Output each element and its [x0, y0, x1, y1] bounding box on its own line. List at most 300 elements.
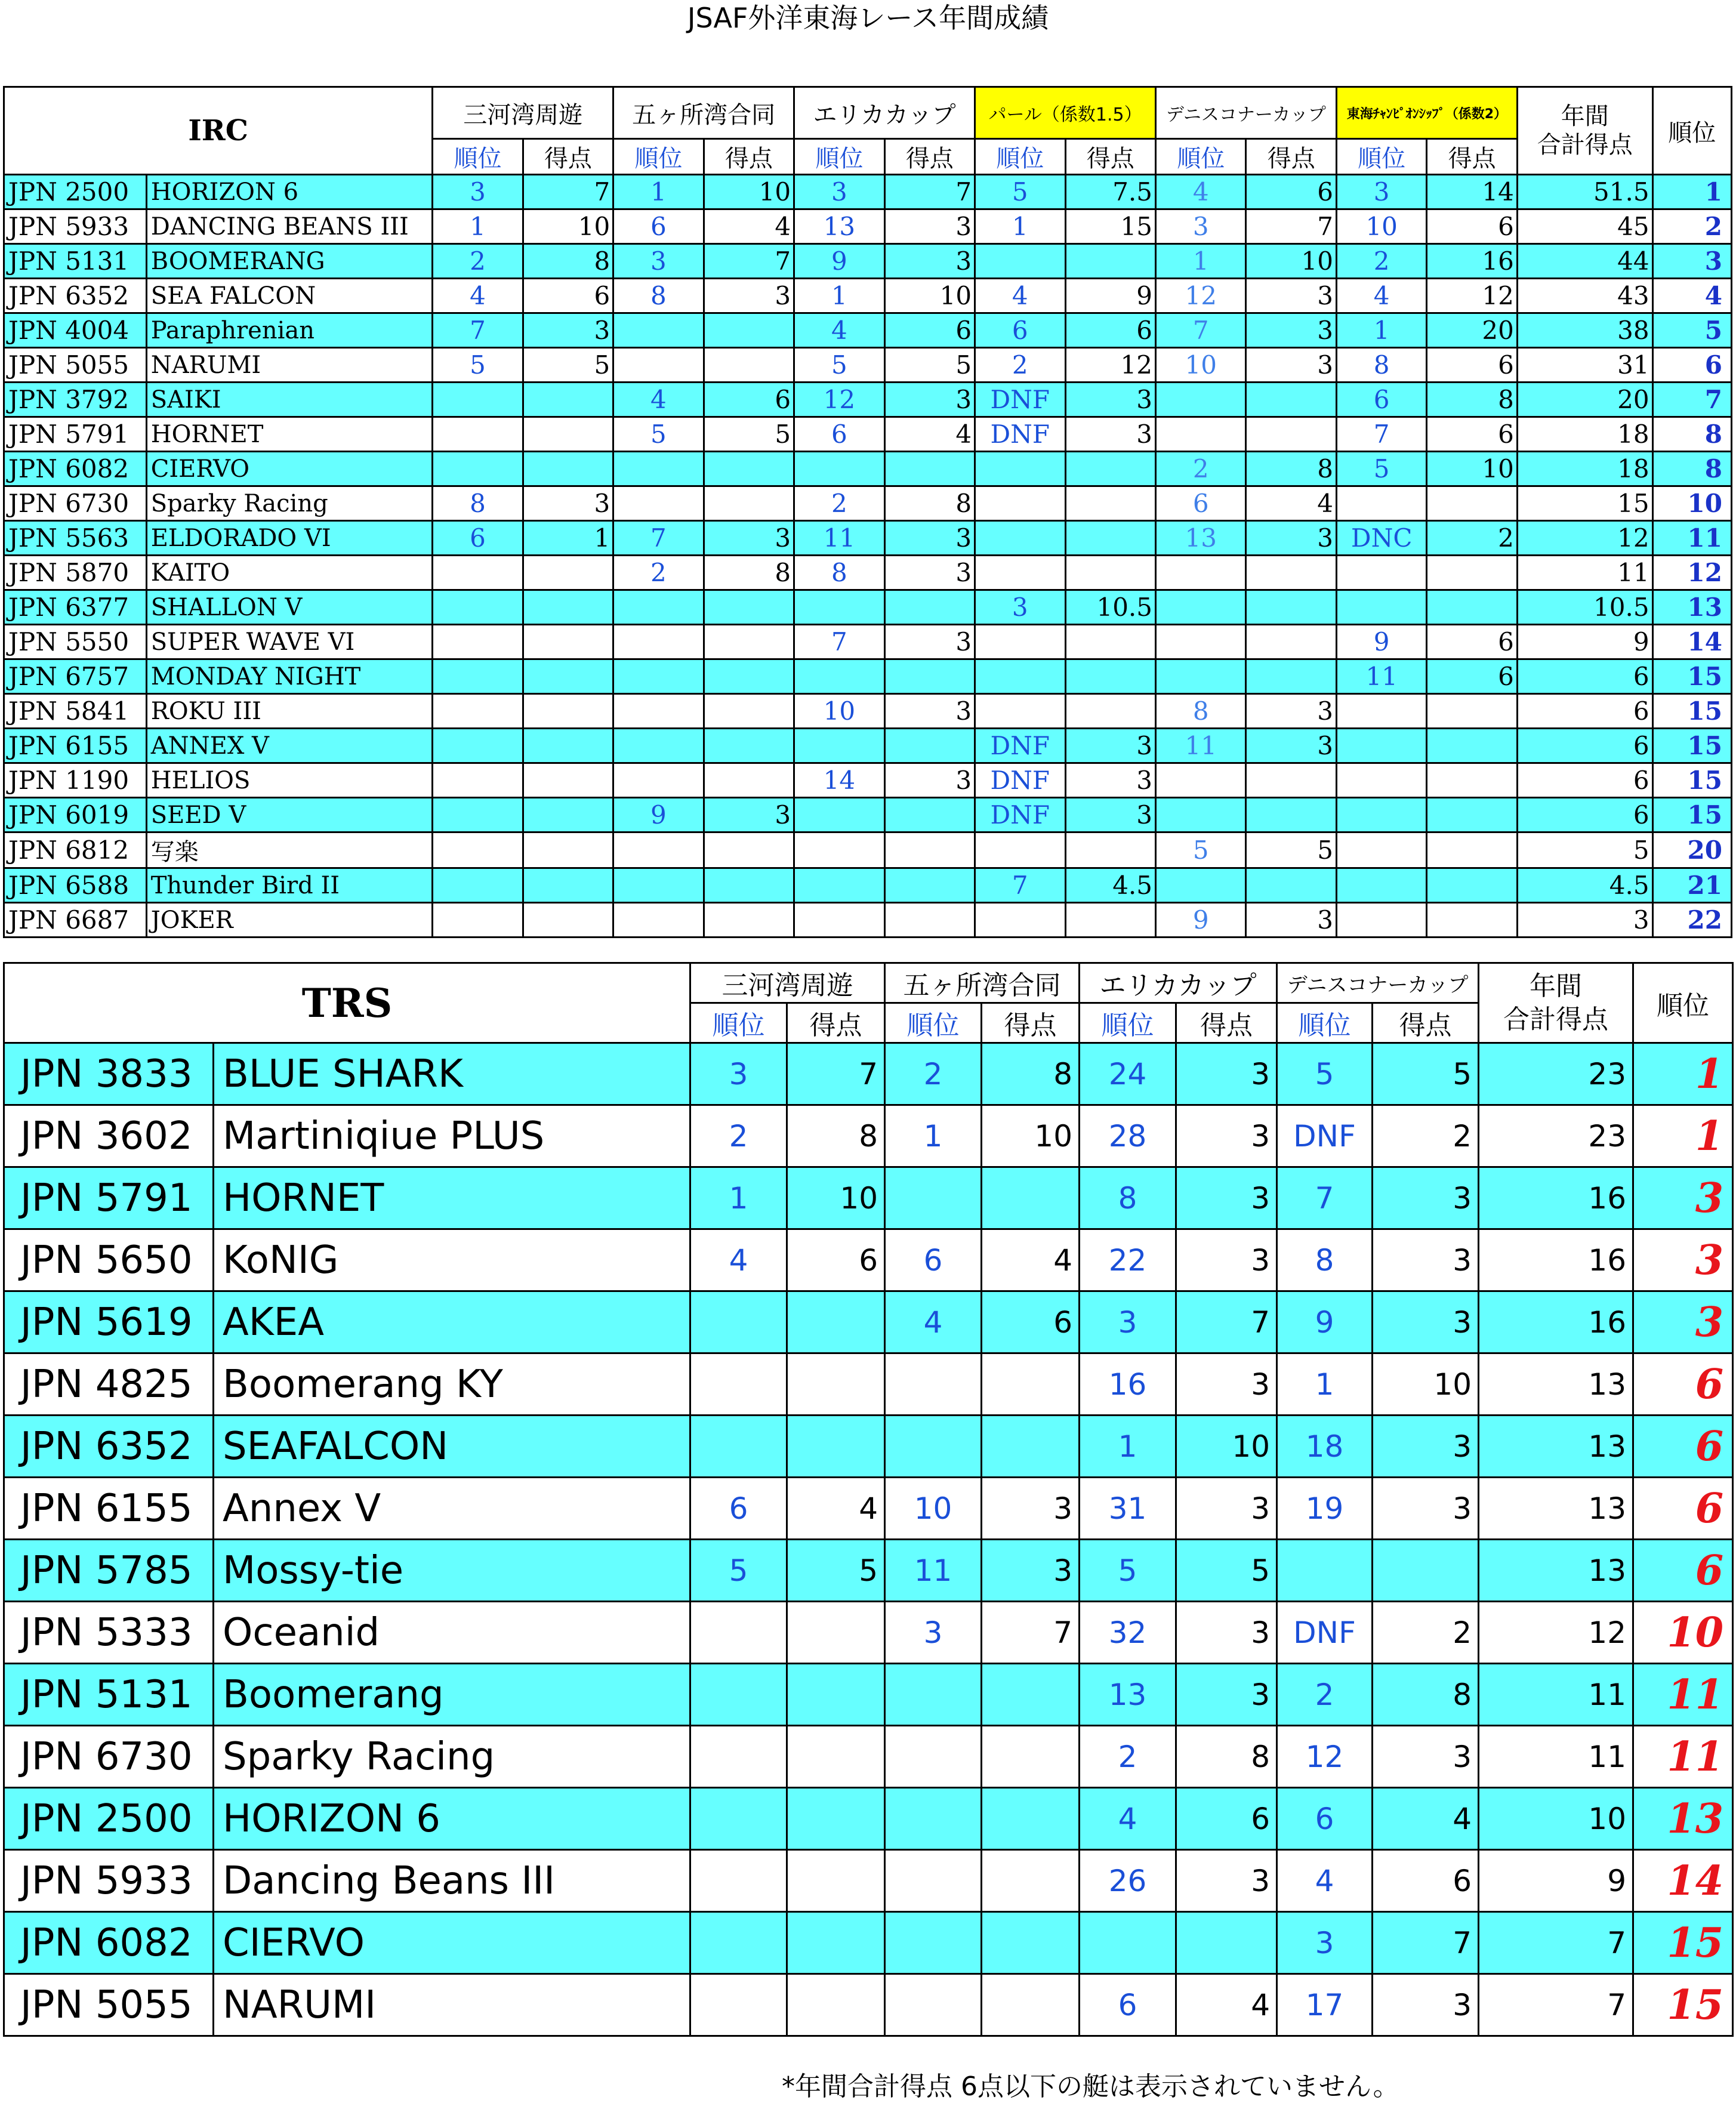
race-place: 9: [794, 244, 884, 279]
race-place: [433, 590, 523, 625]
race-place: 24: [1080, 1043, 1176, 1105]
race-place: [433, 798, 523, 832]
race-points: 8: [982, 1043, 1080, 1105]
race-place: 8: [613, 279, 704, 313]
race-place: 4: [613, 383, 704, 417]
race-place: DNF: [975, 383, 1065, 417]
total-points: 6: [1517, 763, 1652, 798]
race-points: 3: [1373, 1478, 1479, 1540]
sail-number: JPN 5650: [4, 1229, 214, 1291]
sail-number: JPN 6730: [4, 486, 147, 521]
race-points: [787, 1291, 885, 1353]
total-points: 18: [1517, 417, 1652, 452]
race-points: 3: [1176, 1353, 1277, 1416]
overall-rank-header: 順位: [1633, 963, 1733, 1043]
overall-rank: 1: [1633, 1105, 1733, 1167]
points-subheader: 得点: [1246, 139, 1336, 175]
race-place: [433, 763, 523, 798]
race-points: 14: [1427, 175, 1517, 209]
race-place: 5: [1336, 452, 1426, 486]
race-place: [885, 1726, 982, 1788]
total-points: 23: [1479, 1043, 1633, 1105]
race-points: 10: [523, 209, 613, 244]
race-place: 16: [1080, 1353, 1176, 1416]
race-points: 10: [1176, 1416, 1277, 1478]
race-place: [794, 452, 884, 486]
total-points: 13: [1479, 1353, 1633, 1416]
boat-name: ELDORADO VI: [146, 521, 433, 556]
race-points: [787, 1912, 885, 1974]
sail-number: JPN 1190: [4, 763, 147, 798]
points-subheader: 得点: [1427, 139, 1517, 175]
total-points: 13: [1479, 1416, 1633, 1478]
sail-number: JPN 5055: [4, 1974, 214, 2036]
sail-number: JPN 2500: [4, 1788, 214, 1850]
race-place: 1: [975, 209, 1065, 244]
overall-rank: 14: [1633, 1850, 1733, 1912]
race-points: 4: [1373, 1788, 1479, 1850]
total-points: 4.5: [1517, 868, 1652, 903]
footnote: *年間合計得点 6点以下の艇は表示されていません。: [782, 2071, 1399, 2102]
race-place: [613, 590, 704, 625]
overall-rank: 12: [1652, 556, 1731, 590]
result-row: [4, 383, 1732, 417]
race-points: 3: [1373, 1416, 1479, 1478]
race-points: 8: [1246, 452, 1336, 486]
race-points: 6: [704, 383, 794, 417]
race-points: [704, 590, 794, 625]
race-points: [704, 903, 794, 938]
race-place: 6: [975, 313, 1065, 348]
race-place: [885, 1664, 982, 1726]
race-points: [704, 694, 794, 729]
race-points: [884, 903, 975, 938]
race-points: 4: [982, 1229, 1080, 1291]
race-header-pearl: パール（係数1.5）: [975, 87, 1156, 139]
sail-number: JPN 5333: [4, 1602, 214, 1664]
race-points: [982, 1788, 1080, 1850]
race-place: [794, 832, 884, 868]
race-place: 6: [433, 521, 523, 556]
race-points: 7: [884, 175, 975, 209]
sail-number: JPN 2500: [4, 175, 147, 209]
race-points: 8: [787, 1105, 885, 1167]
race-place: [975, 452, 1065, 486]
race-points: [787, 1850, 885, 1912]
overall-rank: 10: [1633, 1602, 1733, 1664]
race-place: 13: [1080, 1664, 1176, 1726]
race-header-dennis-conner: デニスコナーカップ: [1277, 963, 1479, 1003]
race-place: [1336, 486, 1426, 521]
race-place: 19: [1277, 1478, 1373, 1540]
race-place: 17: [1277, 1974, 1373, 2036]
total-points: 6: [1517, 729, 1652, 763]
race-place: 5: [1277, 1043, 1373, 1105]
race-points: 3: [1246, 903, 1336, 938]
race-place: 3: [433, 175, 523, 209]
race-points: 6: [1065, 313, 1155, 348]
race-points: 5: [1373, 1043, 1479, 1105]
race-place: [1156, 868, 1246, 903]
sail-number: JPN 5131: [4, 244, 147, 279]
result-row: [4, 798, 1732, 832]
boat-name: CIERVO: [214, 1912, 690, 1974]
place-subheader: 順位: [975, 139, 1065, 175]
race-place: 8: [1336, 348, 1426, 383]
race-points: [704, 486, 794, 521]
race-header-gokasho: 五ヶ所湾合同: [613, 87, 794, 139]
total-points: 12: [1517, 521, 1652, 556]
race-points: [1427, 763, 1517, 798]
result-row: [4, 1788, 1733, 1850]
result-row: [4, 694, 1732, 729]
total-points: 3: [1517, 903, 1652, 938]
race-points: 3: [1373, 1229, 1479, 1291]
race-points: [982, 1912, 1080, 1974]
race-place: DNF: [975, 798, 1065, 832]
race-place: 7: [1277, 1167, 1373, 1229]
result-row: [4, 832, 1732, 868]
race-place: [1156, 625, 1246, 659]
race-points: 4.5: [1065, 868, 1155, 903]
boat-name: SEED V: [146, 798, 433, 832]
race-points: 8: [1176, 1726, 1277, 1788]
place-subheader: 順位: [613, 139, 704, 175]
result-row: [4, 1043, 1733, 1105]
race-place: [613, 348, 704, 383]
race-place: 8: [1156, 694, 1246, 729]
race-points: 3: [523, 313, 613, 348]
race-place: 3: [885, 1602, 982, 1664]
race-place: 1: [433, 209, 523, 244]
result-row: [4, 1416, 1733, 1478]
race-points: 3: [982, 1478, 1080, 1540]
total-points: 16: [1479, 1291, 1633, 1353]
race-place: DNF: [975, 763, 1065, 798]
race-place: [1336, 832, 1426, 868]
sail-number: JPN 5791: [4, 1167, 214, 1229]
place-subheader: 順位: [1336, 139, 1426, 175]
race-place: [1336, 798, 1426, 832]
race-points: [523, 452, 613, 486]
race-place: 3: [690, 1043, 787, 1105]
race-place: [1336, 590, 1426, 625]
race-place: [690, 1726, 787, 1788]
race-points: [704, 348, 794, 383]
race-points: [1065, 486, 1155, 521]
race-points: [523, 625, 613, 659]
race-place: [433, 452, 523, 486]
points-subheader: 得点: [884, 139, 975, 175]
result-row: [4, 590, 1732, 625]
boat-name: SAIKI: [146, 383, 433, 417]
result-row: [4, 1229, 1733, 1291]
race-points: 6: [1427, 348, 1517, 383]
total-points: 7: [1479, 1974, 1633, 2036]
race-points: 1: [523, 521, 613, 556]
race-place: [433, 556, 523, 590]
result-row: [4, 1353, 1733, 1416]
irc-results-body: [4, 175, 1732, 938]
sail-number: JPN 5550: [4, 625, 147, 659]
boat-name: NARUMI: [214, 1974, 690, 2036]
sail-number: JPN 6155: [4, 729, 147, 763]
sail-number: JPN 5841: [4, 694, 147, 729]
sail-number: JPN 6019: [4, 798, 147, 832]
race-points: [523, 556, 613, 590]
race-place: 2: [1336, 244, 1426, 279]
race-place: DNF: [1277, 1105, 1373, 1167]
result-row: [4, 729, 1732, 763]
race-place: 9: [1336, 625, 1426, 659]
race-points: [1427, 832, 1517, 868]
total-points: 6: [1517, 694, 1652, 729]
sail-number: JPN 6082: [4, 1912, 214, 1974]
race-place: [613, 903, 704, 938]
race-points: 8: [523, 244, 613, 279]
race-points: [1246, 383, 1336, 417]
race-place: 14: [794, 763, 884, 798]
race-place: [1080, 1912, 1176, 1974]
boat-name: BLUE SHARK: [214, 1043, 690, 1105]
race-points: [787, 1416, 885, 1478]
race-points: [1427, 590, 1517, 625]
race-place: [613, 625, 704, 659]
race-points: 10: [884, 279, 975, 313]
boat-name: Mossy-tie: [214, 1540, 690, 1602]
race-place: [794, 868, 884, 903]
race-place: 1: [1156, 244, 1246, 279]
overall-rank: 15: [1633, 1912, 1733, 1974]
race-place: [613, 486, 704, 521]
total-points: 6: [1517, 659, 1652, 694]
overall-rank: 15: [1652, 798, 1731, 832]
boat-name: Oceanid: [214, 1602, 690, 1664]
race-points: 8: [704, 556, 794, 590]
race-points: 6: [884, 313, 975, 348]
race-points: [787, 1974, 885, 2036]
race-header-erika: エリカカップ: [1080, 963, 1277, 1003]
total-points: 5: [1517, 832, 1652, 868]
race-points: 3: [1176, 1664, 1277, 1726]
race-points: [1065, 659, 1155, 694]
race-place: 2: [794, 486, 884, 521]
total-points: 31: [1517, 348, 1652, 383]
overall-rank: 8: [1652, 452, 1731, 486]
total-points: 12: [1479, 1602, 1633, 1664]
race-points: 6: [1246, 175, 1336, 209]
race-place: 12: [1156, 279, 1246, 313]
race-points: [1065, 625, 1155, 659]
race-points: 6: [982, 1291, 1080, 1353]
race-points: [787, 1726, 885, 1788]
points-subheader: 得点: [1065, 139, 1155, 175]
race-place: [433, 903, 523, 938]
race-place: 2: [433, 244, 523, 279]
race-points: 2: [1373, 1105, 1479, 1167]
race-place: [1156, 798, 1246, 832]
race-header-gokasho: 五ヶ所湾合同: [885, 963, 1080, 1003]
race-place: [613, 313, 704, 348]
result-row: [4, 313, 1732, 348]
race-points: [704, 452, 794, 486]
result-row: [4, 209, 1732, 244]
race-points: 4: [787, 1478, 885, 1540]
race-place: 13: [1156, 521, 1246, 556]
race-place: 13: [794, 209, 884, 244]
race-points: 5: [787, 1540, 885, 1602]
race-points: 10: [787, 1167, 885, 1229]
race-place: [613, 832, 704, 868]
boat-name: SEA FALCON: [146, 279, 433, 313]
race-place: [1156, 556, 1246, 590]
race-place: 3: [794, 175, 884, 209]
total-points: 16: [1479, 1229, 1633, 1291]
race-place: 5: [1080, 1540, 1176, 1602]
race-points: 3: [1065, 729, 1155, 763]
race-points: [982, 1726, 1080, 1788]
overall-rank: 7: [1652, 383, 1731, 417]
race-points: [1427, 868, 1517, 903]
result-row: [4, 1540, 1733, 1602]
total-points: 44: [1517, 244, 1652, 279]
race-points: 5: [704, 417, 794, 452]
result-row: [4, 903, 1732, 938]
race-place: [433, 417, 523, 452]
place-subheader: 順位: [433, 139, 523, 175]
race-place: DNF: [975, 417, 1065, 452]
race-place: 10: [1156, 348, 1246, 383]
race-points: 10: [1427, 452, 1517, 486]
boat-name: Thunder Bird II: [146, 868, 433, 903]
trs-results-table: [3, 962, 1734, 2037]
race-points: 3: [884, 244, 975, 279]
race-points: [523, 868, 613, 903]
race-place: 6: [1336, 383, 1426, 417]
race-place: [1336, 763, 1426, 798]
trs-results-body: [4, 1043, 1733, 2036]
race-points: 5: [1246, 832, 1336, 868]
result-row: [4, 1974, 1733, 2036]
boat-name: SUPER WAVE VI: [146, 625, 433, 659]
overall-rank: 6: [1633, 1416, 1733, 1478]
race-place: 1: [794, 279, 884, 313]
race-points: 4: [1246, 486, 1336, 521]
race-points: [1065, 521, 1155, 556]
race-points: 3: [1176, 1602, 1277, 1664]
points-subheader: 得点: [1176, 1003, 1277, 1043]
race-points: 6: [787, 1229, 885, 1291]
race-points: 3: [523, 486, 613, 521]
race-place: 6: [613, 209, 704, 244]
race-place: 7: [1156, 313, 1246, 348]
total-points: 9: [1479, 1850, 1633, 1912]
race-place: 18: [1277, 1416, 1373, 1478]
sail-number: JPN 6377: [4, 590, 147, 625]
race-points: 4: [884, 417, 975, 452]
sail-number: JPN 5055: [4, 348, 147, 383]
overall-rank: 15: [1652, 659, 1731, 694]
race-place: 6: [1277, 1788, 1373, 1850]
race-points: 3: [1373, 1291, 1479, 1353]
sail-number: JPN 4825: [4, 1353, 214, 1416]
sail-number: JPN 6155: [4, 1478, 214, 1540]
race-points: 3: [1373, 1726, 1479, 1788]
race-place: 26: [1080, 1850, 1176, 1912]
race-place: [613, 694, 704, 729]
boat-name: AKEA: [214, 1291, 690, 1353]
race-points: 3: [884, 383, 975, 417]
race-place: 7: [794, 625, 884, 659]
race-points: 4: [704, 209, 794, 244]
race-points: 10.5: [1065, 590, 1155, 625]
race-points: [523, 832, 613, 868]
race-points: [523, 694, 613, 729]
boat-name: CIERVO: [146, 452, 433, 486]
total-points: 10: [1479, 1788, 1633, 1850]
race-points: 3: [1065, 417, 1155, 452]
race-place: [975, 659, 1065, 694]
overall-rank: 4: [1652, 279, 1731, 313]
race-points: [982, 1353, 1080, 1416]
boat-name: HORNET: [214, 1167, 690, 1229]
boat-name: Boomerang: [214, 1664, 690, 1726]
race-place: 2: [690, 1105, 787, 1167]
boat-name: Martiniqiue PLUS: [214, 1105, 690, 1167]
sail-number: JPN 3833: [4, 1043, 214, 1105]
race-points: 3: [1246, 729, 1336, 763]
race-place: 7: [975, 868, 1065, 903]
race-place: 5: [613, 417, 704, 452]
race-place: 6: [1156, 486, 1246, 521]
race-points: 3: [704, 521, 794, 556]
overall-rank: 1: [1652, 175, 1731, 209]
place-subheader: 順位: [1277, 1003, 1373, 1043]
overall-rank: 11: [1633, 1726, 1733, 1788]
points-subheader: 得点: [704, 139, 794, 175]
total-points: 51.5: [1517, 175, 1652, 209]
race-place: [794, 659, 884, 694]
race-place: 8: [1080, 1167, 1176, 1229]
race-place: 2: [1156, 452, 1246, 486]
total-points-header: [1517, 87, 1652, 175]
race-points: [884, 659, 975, 694]
result-row: [4, 1602, 1733, 1664]
race-points: [1065, 556, 1155, 590]
race-points: [1065, 452, 1155, 486]
overall-rank: 11: [1633, 1664, 1733, 1726]
race-points: 3: [1176, 1850, 1277, 1912]
race-points: [1373, 1540, 1479, 1602]
boat-name: Paraphrenian: [146, 313, 433, 348]
race-place: [1277, 1540, 1373, 1602]
race-points: [704, 313, 794, 348]
race-place: [975, 521, 1065, 556]
boat-name: Boomerang KY: [214, 1353, 690, 1416]
sail-number: JPN 6687: [4, 903, 147, 938]
sail-number: JPN 6757: [4, 659, 147, 694]
race-place: 7: [433, 313, 523, 348]
race-points: [1176, 1912, 1277, 1974]
race-points: [1427, 729, 1517, 763]
race-place: [1156, 383, 1246, 417]
race-place: [1336, 868, 1426, 903]
race-points: 10: [704, 175, 794, 209]
race-place: 3: [1336, 175, 1426, 209]
race-place: 8: [1277, 1229, 1373, 1291]
result-row: [4, 1478, 1733, 1540]
race-place: 4: [975, 279, 1065, 313]
